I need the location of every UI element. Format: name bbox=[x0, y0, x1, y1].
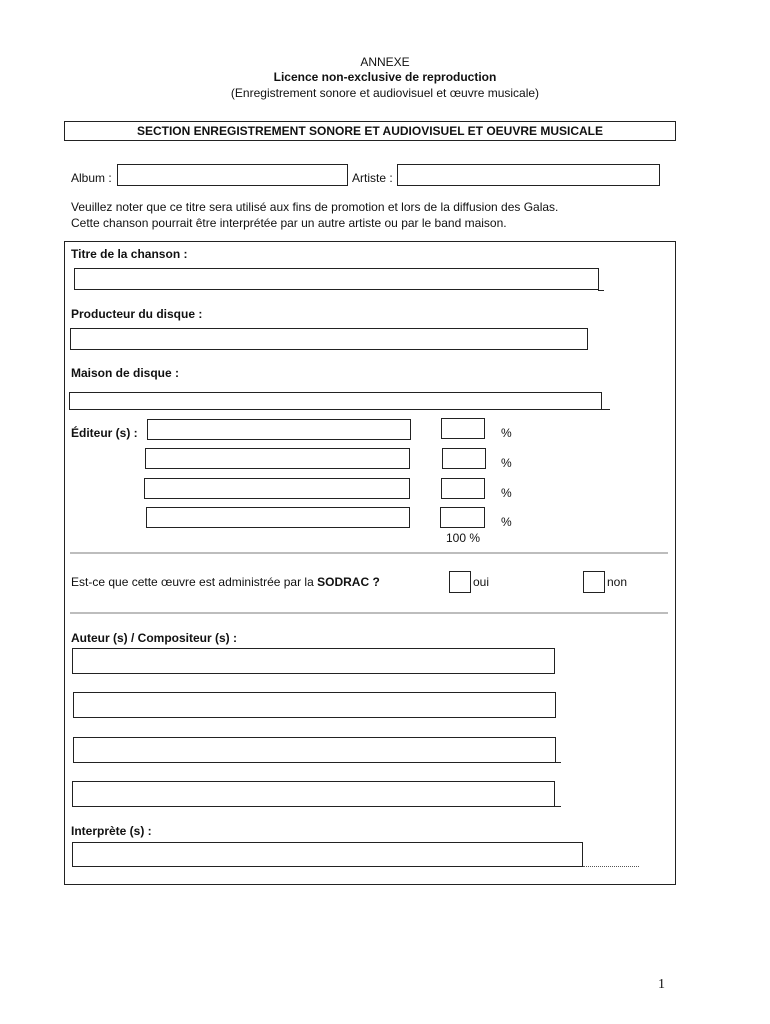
interpretes-label: Interprète (s) : bbox=[71, 824, 152, 838]
editeur-name-field[interactable] bbox=[146, 507, 410, 528]
maison-label: Maison de disque : bbox=[71, 366, 180, 380]
percent-sign: % bbox=[501, 426, 512, 440]
auteur-underline bbox=[555, 806, 561, 807]
editeur-percent-field[interactable] bbox=[440, 507, 485, 528]
non-checkbox[interactable] bbox=[583, 571, 605, 593]
auteur-field[interactable] bbox=[72, 648, 555, 674]
auteur-field[interactable] bbox=[73, 737, 556, 763]
auteurs-label: Auteur (s) / Compositeur (s) : bbox=[71, 631, 238, 645]
notice-line-2: Cette chanson pourrait être interprétée par un autre artiste ou par le band maison. bbox=[71, 216, 507, 230]
document-subtitle: (Enregistrement sonore et audiovisuel et œuvre musicale) bbox=[230, 86, 540, 100]
interpretes-field[interactable] bbox=[72, 842, 583, 867]
section-title: SECTION ENREGISTREMENT SONORE ET AUDIOVISUEL ET OEUVRE MUSICALE bbox=[136, 124, 604, 138]
auteur-field[interactable] bbox=[73, 692, 556, 718]
sodrac-question: Est-ce que cette œuvre est administrée par la SODRAC ? bbox=[71, 575, 380, 589]
editeur-name-field[interactable] bbox=[147, 419, 411, 440]
editeur-name-field[interactable] bbox=[145, 448, 410, 469]
percent-sign: % bbox=[501, 486, 512, 500]
percent-sign: % bbox=[501, 456, 512, 470]
notice-line-1: Veuillez noter que ce titre sera utilisé aux fins de promotion et lors de la diffusion des Galas. bbox=[71, 200, 559, 214]
producteur-label: Producteur du disque : bbox=[71, 307, 203, 321]
editeur-percent-field[interactable] bbox=[441, 478, 485, 499]
percent-total: 100 % bbox=[446, 531, 481, 545]
annex-heading: ANNEXE bbox=[360, 55, 410, 69]
editeur-percent-field[interactable] bbox=[441, 418, 485, 439]
section-divider bbox=[70, 552, 668, 554]
oui-label: oui bbox=[473, 575, 490, 589]
percent-sign: % bbox=[501, 515, 512, 529]
titre-underline bbox=[598, 290, 604, 291]
section-divider bbox=[70, 612, 668, 614]
editeur-percent-field[interactable] bbox=[442, 448, 486, 469]
titre-label: Titre de la chanson : bbox=[71, 247, 188, 261]
page-number: 1 bbox=[658, 977, 665, 992]
interpretes-underline bbox=[583, 866, 639, 867]
album-label: Album : bbox=[71, 171, 112, 185]
album-field[interactable] bbox=[117, 164, 348, 186]
oui-checkbox[interactable] bbox=[449, 571, 471, 593]
editeur-label: Éditeur (s) : bbox=[71, 426, 138, 440]
artiste-label: Artiste : bbox=[352, 171, 393, 185]
maison-underline bbox=[602, 409, 610, 410]
artiste-field[interactable] bbox=[397, 164, 660, 186]
non-label: non bbox=[607, 575, 628, 589]
auteur-underline bbox=[555, 762, 561, 763]
document-title: Licence non-exclusive de reproduction bbox=[273, 70, 497, 84]
section-title-box bbox=[64, 121, 676, 141]
editeur-name-field[interactable] bbox=[144, 478, 410, 499]
titre-field[interactable] bbox=[74, 268, 599, 290]
maison-field[interactable] bbox=[69, 392, 602, 410]
auteur-field[interactable] bbox=[72, 781, 555, 807]
producteur-field[interactable] bbox=[70, 328, 588, 350]
